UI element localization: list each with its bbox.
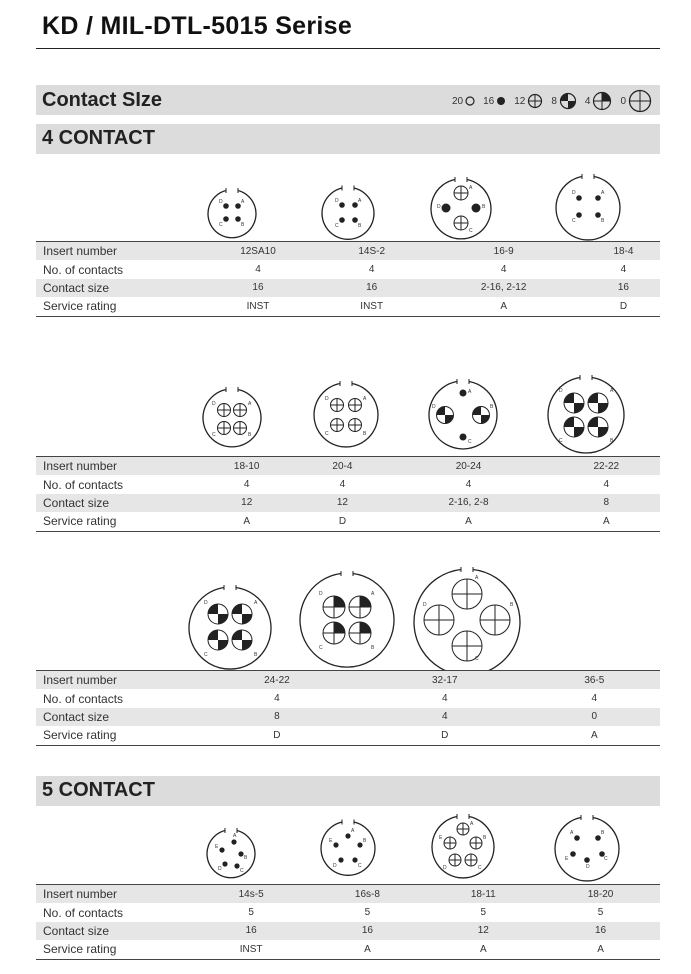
row-label: Insert number [36,671,193,690]
spec-table-group-2 [36,456,660,532]
row-label: Insert number [36,457,193,476]
cell: A [193,512,300,531]
cell: A [420,297,586,316]
row-label: Contact size [36,279,193,297]
svg-text:D: D [559,388,563,394]
row-label: Contact size [36,708,193,726]
svg-text:D: D [319,591,323,597]
page-title: KD / MIL-DTL-5015 Serise [42,12,353,40]
legend-size: 20 [451,95,464,107]
svg-text:C: C [219,222,223,228]
cell: INST [193,940,309,959]
row-label: Contact size [36,922,193,940]
svg-text:B: B [601,218,605,224]
connector-18-10-diagram [200,386,264,450]
cell: 4 [339,479,346,491]
cell: D [193,726,361,745]
row-label: Service rating [36,726,193,745]
cell: 20-4 [300,457,384,476]
row-label: No. of contacts [43,691,124,706]
cell: 8 [193,708,361,726]
svg-text:A: A [610,388,614,394]
connector-12sa10-diagram [204,186,260,242]
svg-text:A: A [470,821,474,827]
table-row [36,475,660,493]
svg-text:A: A [358,198,362,204]
filled-circle-icon [496,96,506,106]
cell: 4 [500,264,507,276]
svg-text:B: B [244,855,248,861]
legend-item [585,91,613,111]
svg-text:C: C [240,868,244,874]
svg-text:B: B [482,204,486,210]
row-label: Insert number [36,242,193,261]
cell: 16-9 [420,242,586,261]
table-row [36,242,660,261]
svg-text:B: B [363,838,367,844]
cell: 4 [465,479,472,491]
svg-text:C: C [212,432,216,438]
cell: 32-17 [361,671,529,690]
connector-36-5-diagram [411,566,523,678]
table-row [36,726,660,745]
svg-text:D: D [325,396,329,402]
cell: 16 [587,279,660,297]
svg-text:C: C [468,439,472,445]
cell: 18-4 [587,242,660,261]
cell: 4 [243,479,250,491]
cell: 14S-2 [323,242,420,261]
row-label: No. of contacts [43,905,124,920]
cell: D [300,512,384,531]
svg-text:A: A [241,199,245,205]
section-title: 4 CONTACT [42,127,155,149]
cell: 12 [426,922,541,940]
spec-table-group-3 [36,670,660,746]
svg-text:D: D [586,864,590,870]
cell: 36-5 [529,671,660,690]
cell: 4 [368,264,375,276]
svg-text:D: D [423,602,427,608]
cell: 14s-5 [193,885,309,904]
legend-item [620,89,652,113]
svg-text:C: C [335,223,339,229]
svg-text:C: C [319,645,323,651]
cell: 4 [603,479,610,491]
row-label: Service rating [36,297,193,316]
contact-size-legend [448,89,652,113]
cell: 16 [193,922,309,940]
connector-22-22-diagram [545,374,627,456]
connector-18-11-diagram [429,813,497,881]
contact-size-bar [36,85,660,115]
svg-text:A: A [570,830,574,836]
table-row [36,885,660,904]
section-header-4-contact [36,124,660,154]
cell: D [587,297,660,316]
cell: 16s-8 [309,885,425,904]
svg-text:C: C [559,438,563,444]
cell: A [384,512,552,531]
legend-item [483,96,506,107]
cell: 8 [553,494,660,512]
svg-text:A: A [469,185,473,191]
svg-text:C: C [204,652,208,658]
svg-text:D: D [572,190,576,196]
table-row [36,297,660,316]
table-row [36,260,660,278]
svg-text:C: C [572,218,576,224]
svg-text:A: A [601,190,605,196]
cell: 2-16, 2-8 [384,494,552,512]
cell: 4 [274,693,280,705]
table-row [36,494,660,512]
svg-text:D: D [443,865,447,871]
svg-text:B: B [363,431,367,437]
row-label: No. of contacts [43,262,124,277]
row-label: Insert number [36,885,193,904]
cell: INST [323,297,420,316]
svg-text:D: D [204,600,208,606]
cell: 4 [255,264,261,276]
svg-text:B: B [241,222,245,228]
svg-text:A: A [363,396,367,402]
svg-text:A: A [254,600,258,606]
cell: 5 [248,907,254,919]
svg-text:B: B [483,835,487,841]
cell: 18-20 [541,885,660,904]
cell: 4 [620,264,627,276]
svg-text:C: C [475,656,479,662]
cell: 16 [323,279,420,297]
connector-16s-8-diagram [317,818,379,880]
cell: A [541,940,660,959]
cell: A [309,940,425,959]
svg-text:D: D [218,866,222,872]
legend-item [452,96,475,107]
svg-text:E: E [215,844,219,850]
cell: 24-22 [193,671,361,690]
section-header-5-contact [36,776,660,806]
open-circle-icon [465,96,475,106]
svg-text:A: A [233,833,237,839]
cell: A [553,512,660,531]
svg-text:A: A [248,401,252,407]
svg-text:B: B [610,438,614,444]
legend-size: 4 [584,95,591,107]
cell: 5 [364,907,371,919]
legend-item [551,92,577,110]
connector-14s-2-diagram [318,184,378,244]
svg-text:B: B [254,652,258,658]
cell: 16 [193,279,323,297]
legend-item [514,93,543,109]
svg-text:C: C [469,228,473,234]
cell: 16 [309,922,425,940]
svg-text:D: D [219,199,223,205]
half-filled-crosshair-icon [592,91,612,111]
row-label: Contact size [36,494,193,512]
svg-text:C: C [478,865,482,871]
spec-table-group-4 [36,884,660,960]
cell: INST [193,297,323,316]
row-label: No. of contacts [43,477,124,492]
table-row [36,922,660,940]
cell: 12 [300,494,384,512]
svg-text:A: A [475,575,479,581]
connector-20-24-diagram [426,378,500,452]
cell: 12 [193,494,300,512]
quartered-circle-icon [559,92,577,110]
table-row [36,689,660,707]
cell: 4 [591,693,598,705]
title-divider [36,48,660,49]
table-row [36,903,660,921]
connector-24-22-diagram [186,584,274,672]
connector-32-17-diagram [297,570,397,670]
row-label: Service rating [36,512,193,531]
svg-text:C: C [604,856,608,862]
cell: 18-11 [426,885,541,904]
connector-14s-5-diagram [203,826,259,882]
svg-text:E: E [439,835,443,841]
svg-text:C: C [358,863,362,869]
table-row [36,512,660,531]
legend-size: 16 [483,95,495,107]
table-row [36,457,660,476]
connector-18-20-diagram [552,814,622,884]
svg-text:D: D [335,198,339,204]
svg-text:A: A [468,389,472,395]
cell: 16 [541,922,660,940]
table-row [36,279,660,297]
svg-text:B: B [601,830,605,836]
table-row [36,671,660,690]
cell: 20-24 [384,457,552,476]
row-label: Service rating [36,940,193,959]
large-crosshair-circle-icon [628,89,652,113]
crosshair-circle-icon [527,93,543,109]
svg-text:E: E [565,856,569,862]
svg-text:A: A [351,828,355,834]
cell: 0 [529,708,660,726]
cell: D [361,726,529,745]
section-title: 5 CONTACT [42,779,155,801]
svg-text:E: E [329,838,333,844]
svg-text:D: D [333,863,337,869]
svg-text:D: D [432,404,436,410]
svg-text:D: D [212,401,216,407]
cell: A [426,940,541,959]
cell: A [529,726,660,745]
cell: 12SA10 [193,242,323,261]
cell: 4 [361,708,529,726]
cell: 22-22 [553,457,660,476]
legend-size: 8 [551,95,557,107]
svg-text:B: B [248,432,252,438]
cell: 5 [597,907,604,919]
cell: 18-10 [193,457,300,476]
svg-text:B: B [371,645,375,651]
legend-size: 12 [514,95,526,107]
svg-text:B: B [490,404,494,410]
cell: 4 [441,693,448,705]
svg-text:B: B [510,602,514,608]
svg-text:D: D [437,204,441,210]
svg-text:A: A [371,591,375,597]
cell: 2-16, 2-12 [420,279,586,297]
connector-18-4-diagram [553,173,623,243]
cell: 5 [480,907,487,919]
connector-16-9-diagram [428,176,494,242]
svg-text:B: B [358,223,362,229]
connector-20-4-diagram [311,380,381,450]
svg-text:C: C [325,431,329,437]
contact-size-label: Contact SIze [42,89,163,111]
table-row [36,708,660,726]
legend-size: 0 [620,95,626,107]
table-row [36,940,660,959]
spec-table-group-1 [36,241,660,317]
